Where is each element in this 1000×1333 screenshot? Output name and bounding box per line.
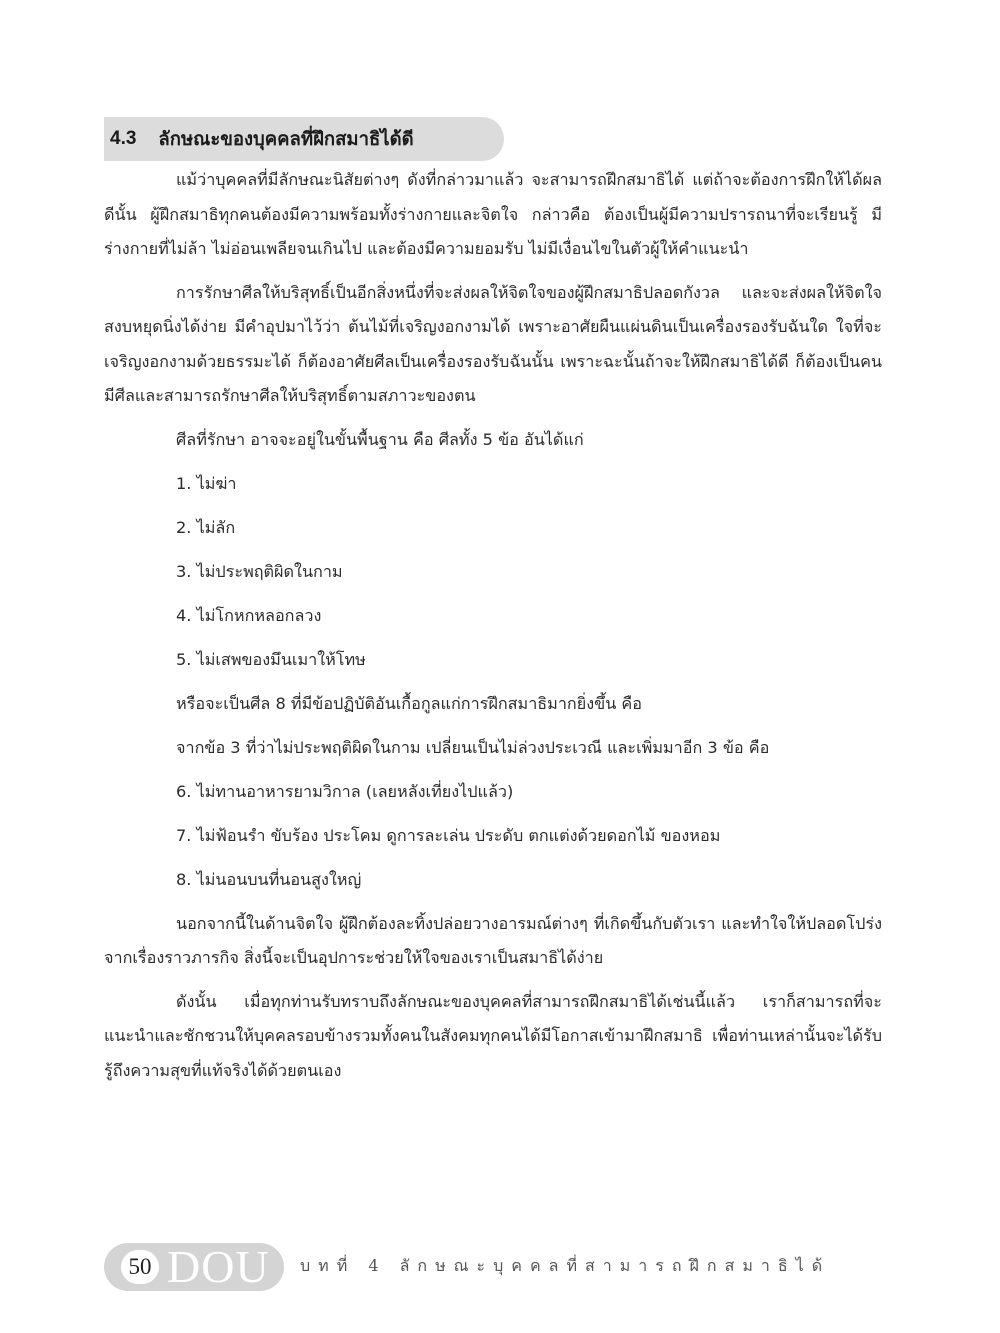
paragraph-precepts: การรักษาศีลให้บริสุทธิ์เป็นอีกสิ่งหนึ่งที่จะส่งผลให้จิตใจของผู้ฝึกสมาธิปลอดกังวล และจะส่งผลให้จิตใจ สงบหยุดนิ่งได้ง่าย มีคำอุปมาไว้ว่า ต้นไม้ที่เจริญงอกงามได้ เพราะอาศัยผืนแผ่นดินเป็นเครื่องรองรับฉันใด ใจที่จะเจริญงอกงามด้วยธรรมะได้ ก็ต้องอาศัยศีลเป็นเครื่องรองรับฉันนั้น เพราะฉะนั้นถ้าจะให้ฝึกสมาธิได้ดี ก็ต้องเป็นคนมีศีลและสามารถรักษาศีลให้บริสุทธิ์ตามสภาวะของตน [104,282,882,405]
paragraph-mind: นอกจากนี้ในด้านจิตใจ ผู้ฝึกต้องละทิ้งปล่อยวางอารมณ์ต่างๆ ที่เกิดขึ้นกับตัวเรา และทำใจให้ปลอดโปร่งจากเรื่องราวภารกิจ สิ่งนี้จะเป็นอุปการะช่วยให้ใจของเราเป็นสมาธิได้ง่าย [104,913,882,967]
section-number: 4.3 [110,128,137,149]
list-item-precept-3: 3. ไม่ประพฤติผิดในกาม [176,561,343,581]
list-item-precept-2: 2. ไม่ลัก [176,517,236,537]
five-precepts-intro: ศีลที่รักษา อาจจะอยู่ในขั้นพื้นฐาน คือ ศีลทั้ง 5 ข้อ อันได้แก่ [176,429,584,449]
list-item-precept-8: 8. ไม่นอนบนที่นอนสูงใหญ่ [176,869,362,889]
footer-badge [104,1243,284,1291]
list-item-precept-6: 6. ไม่ทานอาหารยามวิกาล (เลยหลังเที่ยงไปแล้ว) [176,781,514,801]
eight-precepts-intro: หรือจะเป็นศีล 8 ที่มีข้อปฏิบัติอันเกื้อกูลแก่การฝึกสมาธิมากยิ่งขึ้น คือ [176,693,642,713]
page-footer [104,1243,904,1291]
section-title: ลักษณะของบุคคลที่ฝึกสมาธิได้ดี [158,128,414,150]
paragraph-conclusion: ดังนั้น เมื่อทุกท่านรับทราบถึงลักษณะของบุคคลที่สามารถฝึกสมาธิได้เช่นนี้แล้ว เราก็สามารถที่จะแนะนำและชักชวนให้บุคคลรอบข้างรวมทั้งคนในสังคมทุกคนได้มีโอกาสเข้ามาฝึกสมาธิ เพื่อท่านเหล่านั้นจะได้รับรู้ถึงความสุขที่แท้จริงได้ด้วยตนเอง [104,991,882,1080]
brand-logo: DOU [167,1241,270,1292]
list-item-precept-4: 4. ไม่โกหกหลอกลวง [176,605,322,625]
list-item-precept-7: 7. ไม่ฟ้อนรำ ขับร้อง ประโคม ดูการละเล่น ประดับ ตกแต่งด้วยดอกไม้ ของหอม [176,825,721,845]
eight-precepts-change: จากข้อ 3 ที่ว่าไม่ประพฤติผิดในกาม เปลี่ยนเป็นไม่ล่วงประเวณี และเพิ่มมาอีก 3 ข้อ คือ [176,737,770,757]
page-number: 50 [121,1250,159,1284]
list-item-precept-1: 1. ไม่ฆ่า [176,473,237,493]
body-text [104,163,882,1097]
list-item-precept-5: 5. ไม่เสพของมึนเมาให้โทษ [176,649,366,669]
chapter-title: บทที่ 4 ลักษณะบุคคลที่สามารถฝึกสมาธิได้ [300,1256,831,1275]
paragraph-intro: แม้ว่าบุคคลที่มีลักษณะนิสัยต่างๆ ดังที่กล่าวมาแล้ว จะสามารถฝึกสมาธิได้ แต่ถ้าจะต้องการฝึกให้ได้ผลดีนั้น ผู้ฝึกสมาธิทุกคนต้องมีความพร้อมทั้งร่างกายและจิตใจ กล่าวคือ ต้องเป็นผู้มีความปรารถนาที่จะเรียนรู้ มีร่างกายที่ไม่ล้า ไม่อ่อนเพลียจนเกินไป และต้องมีความยอมรับ ไม่มีเงื่อนไขในตัวผู้ให้คำแนะนำ [104,170,882,258]
section-heading [104,117,504,161]
